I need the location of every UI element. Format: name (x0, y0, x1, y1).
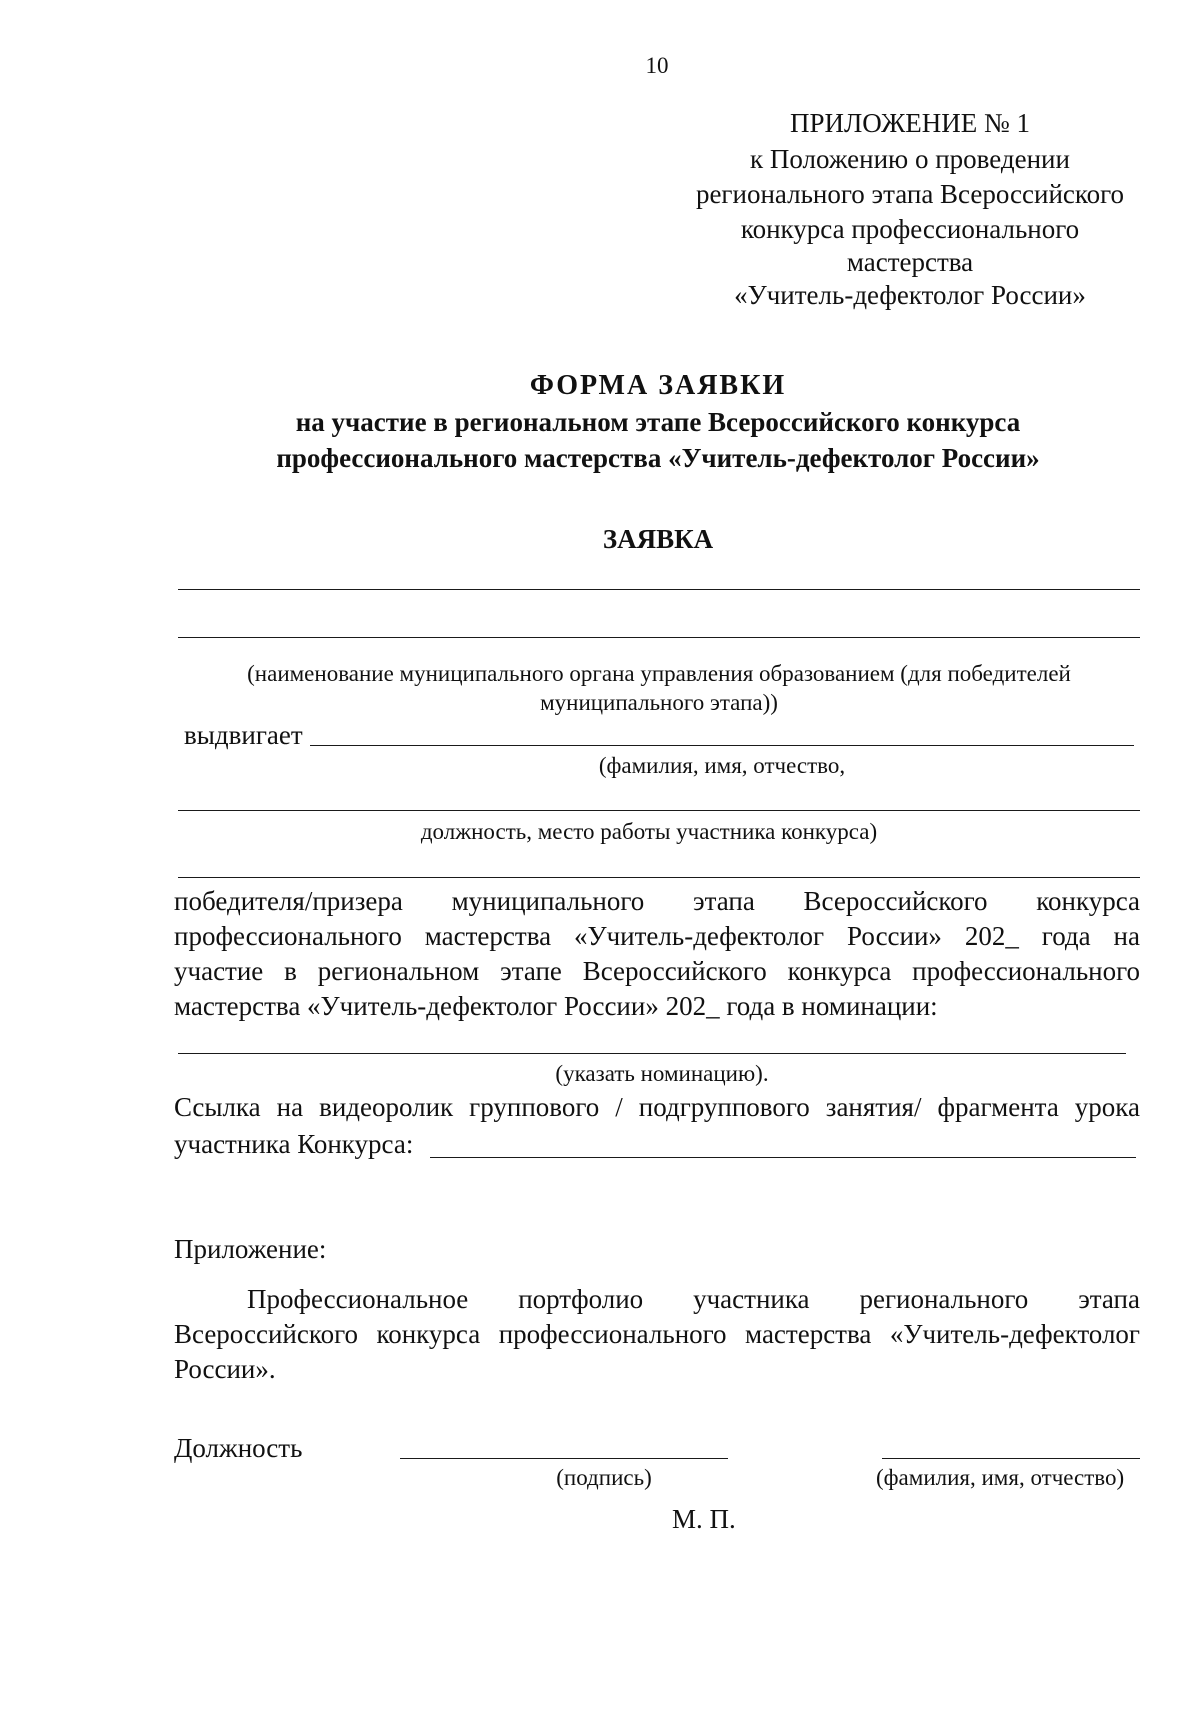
appendix-title: ПРИЛОЖЕНИЕ № 1 (789, 108, 1031, 138)
video-link-field[interactable] (430, 1157, 1136, 1158)
fio-caption: (фамилия, имя, отчество, (598, 753, 846, 778)
appendix-line: регионального этапа Всероссийского (695, 179, 1125, 209)
page-number: 10 (645, 53, 669, 78)
form-title-heading: ФОРМА ЗАЯВКИ (529, 370, 787, 401)
stamp-place: М. П. (672, 1504, 736, 1534)
video-link-label: Ссылка на видеоролик группового / подгруппового занятия/ фрагмента урока (174, 1092, 1140, 1122)
participant-fio-field[interactable] (310, 745, 1134, 746)
municipal-caption: муниципального этапа)) (540, 690, 778, 715)
appendix-line: «Учитель-дефектолог России» (734, 280, 1086, 310)
attachment-label: Приложение: (174, 1234, 327, 1264)
body-line: мастерства «Учитель-дефектолог России» 202_ года в номинации: (174, 991, 938, 1021)
nominates-label: выдвигает (184, 720, 303, 750)
application-heading: ЗАЯВКА (602, 524, 714, 554)
municipal-authority-field[interactable] (178, 589, 1140, 590)
appendix-line: к Положению о проведении (750, 144, 1070, 174)
position-label: Должность (174, 1433, 303, 1463)
nomination-field[interactable] (178, 1053, 1126, 1054)
form-title-line: на участие в региональном этапе Всероссийского конкурса (295, 407, 1021, 437)
signer-fio-caption: (фамилия, имя, отчество) (876, 1465, 1125, 1490)
body-line: победителя/призера муниципального этапа Всероссийского конкурса (174, 886, 1140, 916)
municipal-caption: (наименование муниципального органа управления образованием (для победителей (247, 661, 1071, 686)
signer-fio-field[interactable] (882, 1458, 1140, 1459)
body-line: профессионального мастерства «Учитель-дефектолог России» 202_ года на (174, 921, 1140, 951)
attachment-line: Профессиональное портфолио участника регионального этапа (247, 1284, 1140, 1314)
appendix-line: конкурса профессионального (740, 214, 1080, 244)
nomination-caption: (указать номинацию). (555, 1061, 769, 1086)
attachment-line: России». (174, 1354, 276, 1384)
participant-workplace-field[interactable] (178, 877, 1140, 878)
signature-field[interactable] (400, 1458, 728, 1459)
participant-position-field[interactable] (178, 810, 1140, 811)
municipal-authority-field-2[interactable] (178, 637, 1140, 638)
form-title-line: профессионального мастерства «Учитель-дефектолог России» (276, 443, 1040, 473)
attachment-line: Всероссийского конкурса профессионального мастерства «Учитель-дефектолог (174, 1319, 1140, 1349)
signature-caption: (подпись) (556, 1465, 652, 1490)
body-line: участие в региональном этапе Всероссийского конкурса профессионального (174, 956, 1140, 986)
video-link-label-2: участника Конкурса: (174, 1129, 414, 1159)
appendix-line: мастерства (846, 247, 974, 277)
position-workplace-caption: должность, место работы участника конкурса) (420, 819, 878, 844)
